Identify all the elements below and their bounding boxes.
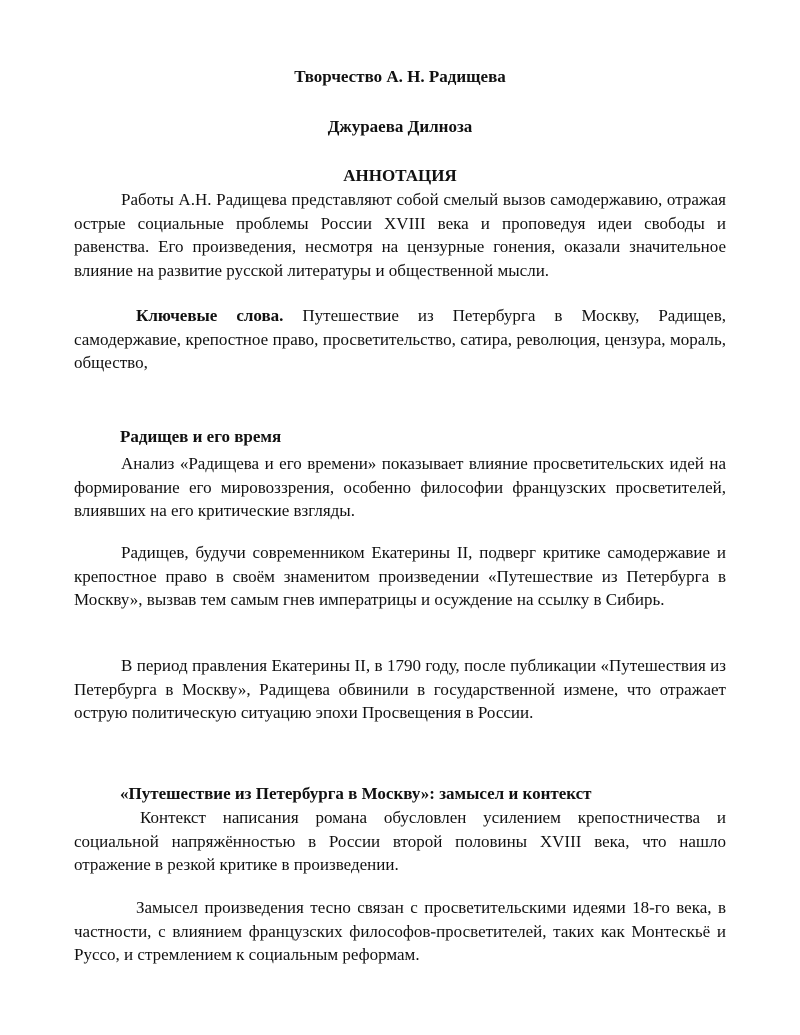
annotation-heading: АННОТАЦИЯ xyxy=(343,166,457,185)
annotation-text: Работы А.Н. Радищева представляют собой смелый вызов самодержавию, отражая острые социальные проблемы России XVIII века и проповедуя идеи свободы и равенства. Его произведения, несмотря на цензурные гонения, оказали значительное влияние на развитие русской литературы и общественной мысли. xyxy=(74,190,726,280)
author-name: Джураева Дилноза xyxy=(327,117,473,136)
paragraph xyxy=(74,541,726,612)
paragraph-text: В период правления Екатерины II, в 1790 году, после публикации «Путешествия из Петербурга в Москву», Радищева обвинили в государственной измене, что отражает острую политическую ситуацию эпохи Просвещения в России. xyxy=(74,656,726,722)
annotation-paragraph xyxy=(74,188,726,282)
paragraph xyxy=(74,654,726,725)
section-heading: Радищев и его время xyxy=(120,427,282,446)
paragraph xyxy=(74,452,726,523)
paragraph-text: Контекст написания романа обусловлен усилением крепостничества и социальной напряжённостью в России второй половины XVIII века, что нашло отражение в резкой критике в произведении. xyxy=(74,808,726,874)
paragraph-text: Замысел произведения тесно связан с просветительскими идеями 18-го века, в частности, с влиянием французских философов-просветителей, таких как Монтескьё и Руссо, и стремлением к социальным реформам. xyxy=(74,898,726,964)
section-heading: «Путешествие из Петербурга в Москву»: замысел и контекст xyxy=(120,784,592,803)
document-title: Творчество А. Н. Радищева xyxy=(294,67,506,86)
paragraph-text: Радищев, будучи современником Екатерины II, подверг критике самодержавие и крепостное право в своём знаменитом произведении «Путешествие из Петербурга в Москву», вызвав тем самым гнев императрицы и осуждение на ссылку в Сибирь. xyxy=(74,543,726,609)
keywords-paragraph xyxy=(74,304,726,375)
keywords-text: Путешествие из Петербурга в Москву, Радищев, самодержавие, крепостное право, просветительство, сатира, революция, цензура, мораль, общество, xyxy=(74,306,727,372)
paragraph xyxy=(74,806,726,877)
paragraph-text: Анализ «Радищева и его времени» показывает влияние просветительских идей на формирование его мировоззрения, особенно философии французских просветителей, влиявших на его критические взгляды. xyxy=(74,454,726,520)
paragraph xyxy=(74,896,726,967)
keywords-label: Ключевые слова. xyxy=(136,306,284,325)
